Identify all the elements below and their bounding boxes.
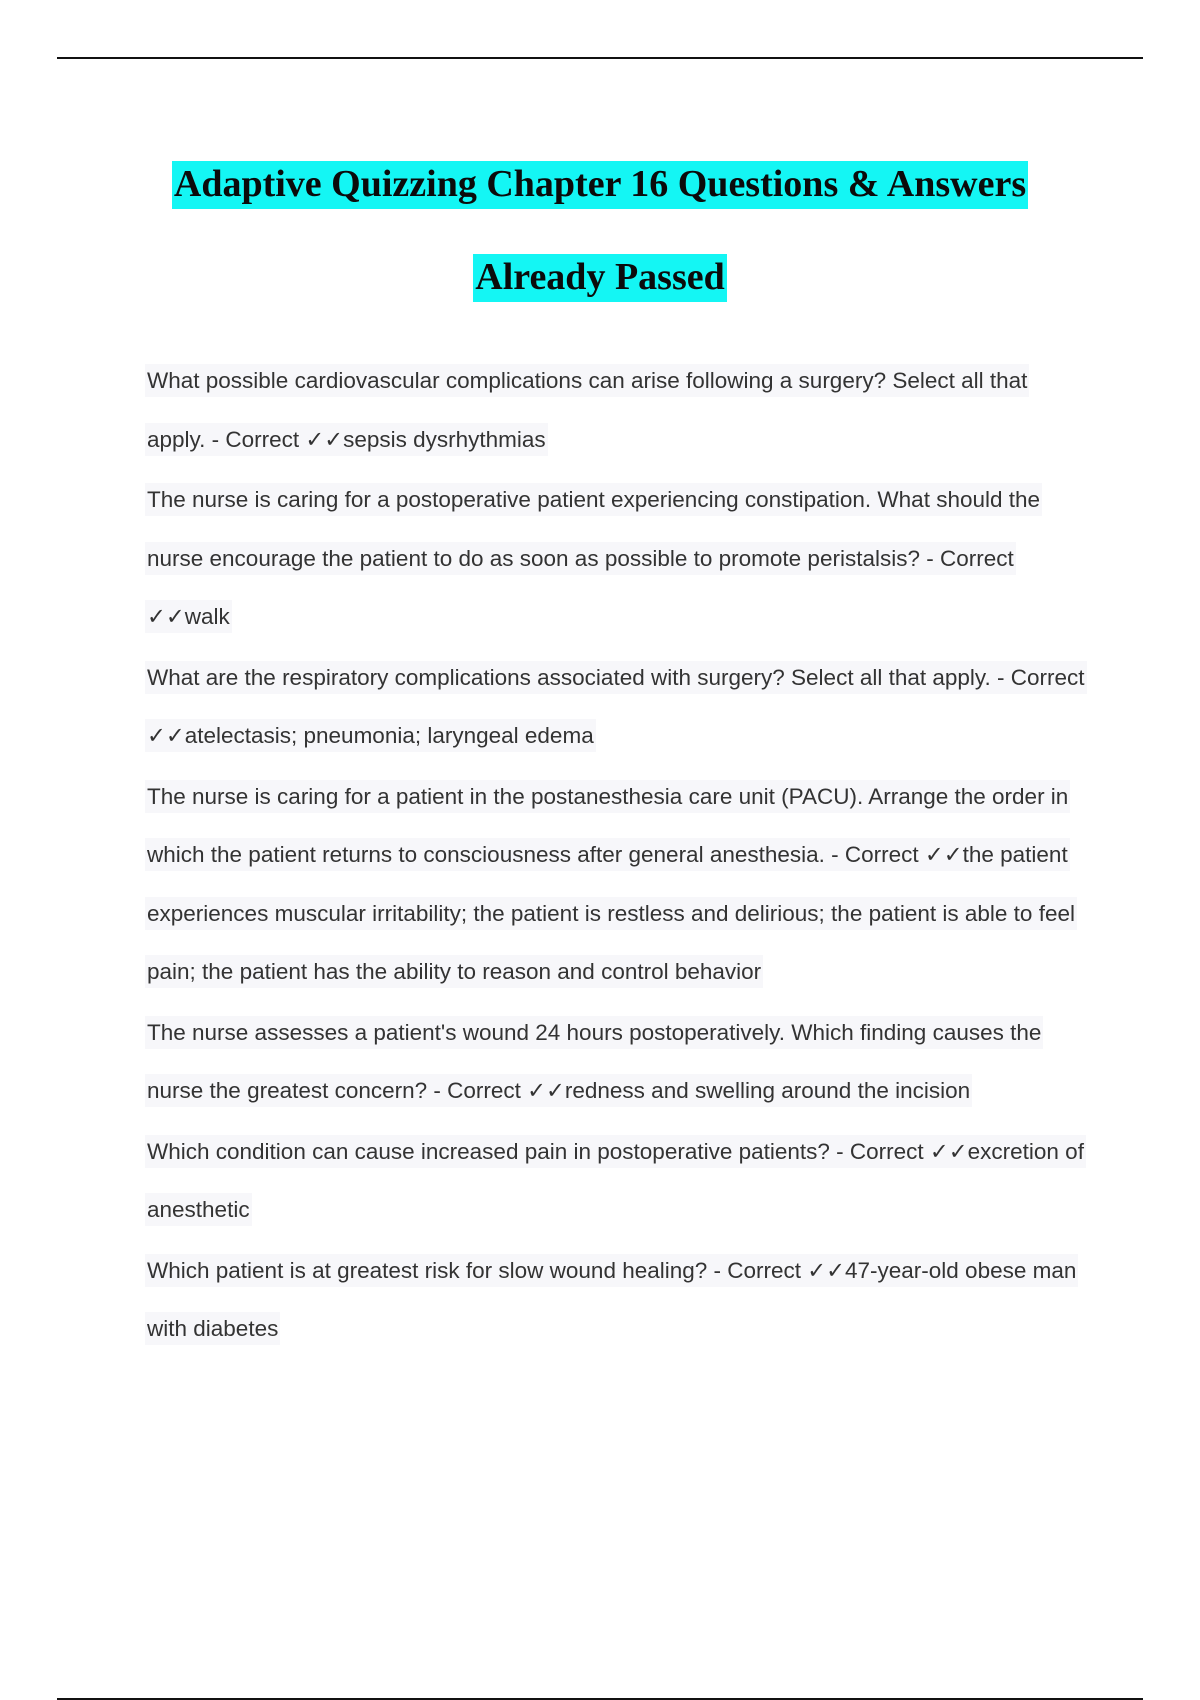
qa-item [145, 649, 1085, 766]
document-title [0, 138, 1200, 324]
qa-item [145, 1004, 1085, 1121]
qa-text: Which condition can cause increased pain in postoperative patients? - Correct ✓✓excretion of anesthetic [145, 1135, 1086, 1227]
qa-text: The nurse is caring for a postoperative patient experiencing constipation. What should the nurse encourage the patient to do as soon as possible to promote peristalsis? - Correct ✓✓walk [145, 483, 1042, 633]
qa-item [145, 768, 1085, 1002]
qa-text: What possible cardiovascular complications can arise following a surgery? Select all that apply. - Correct ✓✓sepsis dysrhythmias [145, 364, 1029, 456]
title-line-1 [0, 138, 1200, 231]
title-text-2: Already Passed [473, 254, 726, 302]
qa-text: The nurse is caring for a patient in the postanesthesia care unit (PACU). Arrange the order in which the patient returns to consciousness after general anesthesia. - Correct ✓✓the patient experiences muscular irritability; the patient is restless and delirious; the patient is able to feel pain; the patient has the ability to reason and control behavior [145, 780, 1077, 989]
bottom-rule [57, 1698, 1143, 1700]
title-line-2 [0, 231, 1200, 324]
qa-item [145, 352, 1085, 469]
qa-item [145, 1242, 1085, 1359]
qa-text: What are the respiratory complications associated with surgery? Select all that apply. - Correct ✓✓atelectasis; pneumonia; laryngeal edema [145, 661, 1087, 753]
qa-item [145, 1123, 1085, 1240]
top-rule [57, 57, 1143, 59]
question-answer-list [145, 352, 1085, 1361]
qa-item [145, 471, 1085, 647]
title-text-1: Adaptive Quizzing Chapter 16 Questions & Answers [172, 161, 1028, 209]
qa-text: Which patient is at greatest risk for slow wound healing? - Correct ✓✓47-year-old obese man with diabetes [145, 1254, 1078, 1346]
qa-text: The nurse assesses a patient's wound 24 hours postoperatively. Which finding causes the nurse the greatest concern? - Correct ✓✓redness and swelling around the incision [145, 1016, 1043, 1108]
